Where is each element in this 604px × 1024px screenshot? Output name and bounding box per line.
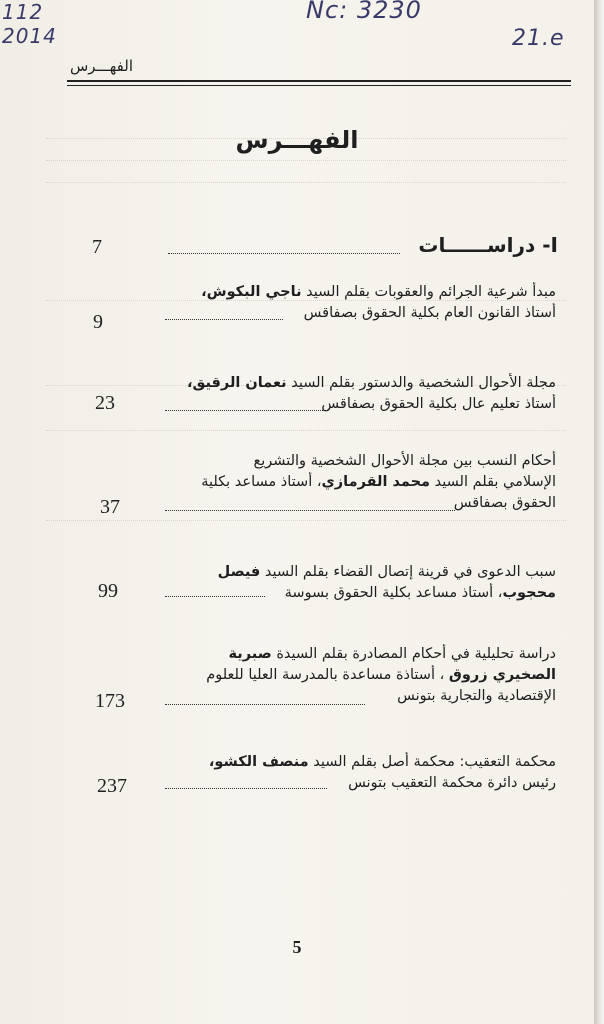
entry-line: الإقتصادية والتجارية بتونس (397, 688, 556, 704)
dot-leader (165, 788, 327, 789)
toc-entry (146, 282, 556, 324)
entry-page-number: 23 (95, 392, 115, 414)
entry-page-number: 37 (100, 496, 120, 518)
entry-line: أحكام النسب بين مجلة الأحوال الشخصية والتشريع (253, 453, 556, 469)
section-heading: I- دراســــــات (418, 233, 558, 257)
header-rule-thick (67, 80, 571, 82)
author-name: محجوب (502, 585, 556, 601)
entry-page-number: 99 (98, 580, 118, 602)
toc-entry (146, 562, 556, 604)
dot-leader (168, 253, 400, 254)
handwritten-year-note: 112 2014 (2, 0, 57, 48)
dot-leader (165, 596, 265, 597)
toc-entry (146, 451, 556, 514)
author-name: نعمان الرقيق، (186, 375, 287, 391)
entry-line: الصخيري زروق ، أستاذة مساعدة بالمدرسة العليا للعلوم (206, 667, 556, 683)
entry-line: أستاذ القانون العام بكلية الحقوق بصفاقس (303, 305, 556, 321)
handwritten-call-number: Nc: 3230 (306, 0, 422, 24)
page-title: الفهـــرس (235, 126, 359, 154)
entry-line: محجوب، أستاذ مساعد بكلية الحقوق بسوسة (284, 585, 556, 601)
toc-entry (146, 644, 556, 707)
author-name: محمد القرمازي (321, 474, 431, 490)
entry-page-number: 9 (93, 311, 103, 333)
entry-page-number: 237 (97, 775, 127, 797)
bleed-through-line (46, 182, 566, 184)
dot-leader (165, 410, 327, 411)
entry-line: سبب الدعوى في قرينة إتصال القضاء بقلم السيد فيصل (217, 564, 556, 580)
page-edge (594, 0, 604, 1024)
entry-line: أستاذ تعليم عال بكلية الحقوق بصفاقس (321, 396, 556, 412)
author-name: ناجي البكوش، (201, 284, 302, 300)
entry-line: رئيس دائرة محكمة التعقيب بتونس (348, 775, 556, 791)
author-name: فيصل (217, 564, 261, 580)
dot-leader (165, 704, 365, 705)
handwritten-shelf-mark: 21.e (512, 26, 565, 51)
page-number: 5 (292, 937, 302, 957)
header-rule-thin (67, 85, 571, 86)
author-name: منصف الكشو، (208, 754, 309, 770)
bleed-through-line (46, 520, 566, 522)
author-name: الصخيري زروق (448, 667, 556, 683)
dot-leader (165, 319, 283, 320)
entry-line: مبدأ شرعية الجرائم والعقوبات بقلم السيد ناجي البكوش، (201, 284, 556, 300)
toc-entry (146, 373, 556, 415)
entry-line: مجلة الأحوال الشخصية والدستور بقلم السيد نعمان الرقيق، (186, 375, 556, 391)
entry-line: الإسلامي بقلم السيد محمد القرمازي، أستاذ مساعد بكلية (201, 474, 556, 490)
running-header: الفهـــرس (70, 57, 134, 75)
dot-leader (165, 510, 455, 511)
section-page-number: 7 (92, 236, 102, 258)
bleed-through-line (46, 160, 566, 162)
bleed-through-line (46, 430, 566, 432)
entry-line: الحقوق بصفاقس (453, 495, 556, 511)
entry-line: محكمة التعقيب: محكمة أصل بقلم السيد منصف الكشو، (208, 754, 556, 770)
entry-line: دراسة تحليلية في أحكام المصادرة بقلم السيدة صبرية (228, 646, 556, 662)
author-name: صبرية (228, 646, 272, 662)
entry-page-number: 173 (95, 690, 125, 712)
